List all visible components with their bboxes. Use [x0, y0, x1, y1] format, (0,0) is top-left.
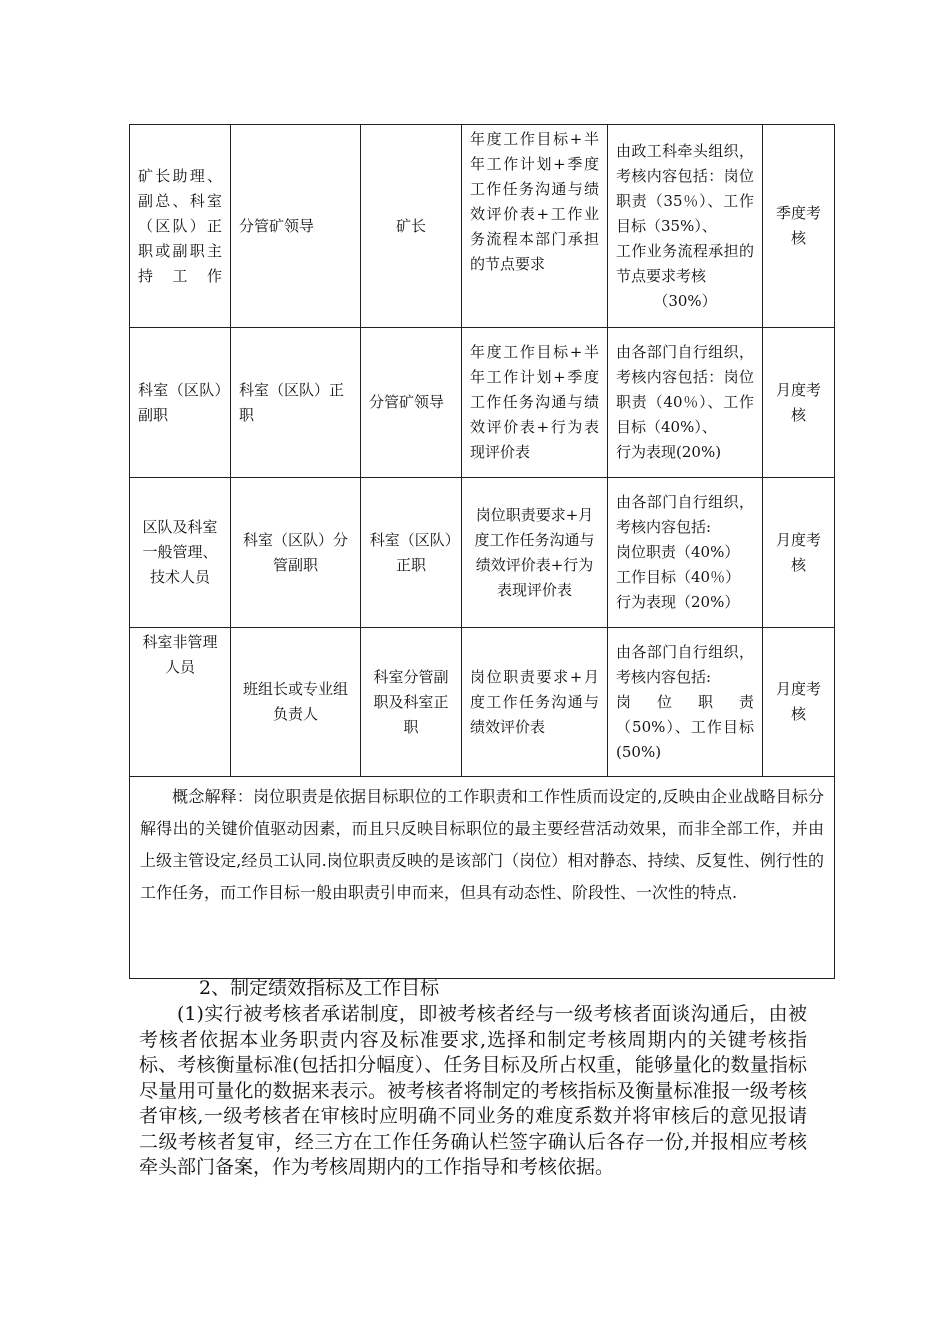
basis-cell: 岗位职责要求+月度工作任务沟通与绩效评价表+行为表现评价表 [462, 478, 608, 628]
table-row [130, 328, 835, 478]
content-line: 岗位职责 [616, 692, 754, 711]
position-cell: 科室非管理人员 [130, 628, 231, 777]
position-cell: 矿长助理、副总、科室（区队）正职或副职主持工作 [130, 125, 231, 328]
first-reviewer-cell: 科室（区队）正职 [231, 328, 361, 478]
cycle-cell: 月度考核 [763, 478, 835, 628]
first-reviewer-cell: 科室（区队）分管副职 [231, 478, 361, 628]
content-line: 由各部门自行组织，考核内容包括: [616, 493, 754, 536]
cycle-cell: 月度考核 [763, 628, 835, 777]
content-line: 由各部门自行组织，考核内容包括：岗位职责（40％）、工作目标（40%）、 [616, 343, 754, 436]
content-line: 行为表现(20%) [616, 443, 722, 461]
section-paragraph-text: (1)实行被考核者承诺制度，即被考核者经与一级考核者面谈沟通后，由被考核者依据本业务职责内容及标准要求,选择和制定考核周期内的关键考核指标、考核衡量标准(包括扣分幅度）、任务目标及所占权重，能够量化的数量指标尽量用可量化的数据来表示。被考核者将制定的考核指标及衡量标准报一级考核者审核,一级考核者在审核时应明确不同业务的难度系数并将审核后的意见报请二级考核者复审，经三方在工作任务确认栏签字确认后各存一份,并报相应考核牵头部门备案，作为考核周期内的工作指导和考核依据。 [139, 1003, 807, 1178]
content-cell [608, 328, 763, 478]
second-reviewer-cell: 科室（区队）正职 [361, 478, 462, 628]
content-line: 工作目标（40％） [616, 568, 741, 586]
second-reviewer-cell: 分管矿领导 [361, 328, 462, 478]
content-cell [608, 478, 763, 628]
assessment-table [129, 124, 835, 979]
note-row [130, 777, 835, 979]
concept-note [130, 777, 835, 979]
content-line: 行为表现（20%） [616, 593, 740, 611]
second-reviewer-cell: 矿长 [361, 125, 462, 328]
concept-note-text: 概念解释：岗位职责是依据目标职位的工作职责和工作性质而设定的,反映由企业战略目标分解得出的关键价值驱动因素，而且只反映目标职位的最主要经营活动效果，而非全部工作，并由上级主管设定,经员工认同.岗位职责反映的是该部门（岗位）相对静态、持续、反复性、例行性的工作任务，而工作目标一般由职责引申而来，但具有动态性、阶段性、一次性的特点. [140, 787, 824, 902]
basis-cell: 年度工作目标+半年工作计划+季度工作任务沟通与绩效评价表+工作业务流程本部门承担的节点要求 [462, 125, 608, 328]
content-line: （50%）、工作目标(50%) [616, 717, 754, 761]
content-line: 工作业务流程承担的节点要求考核 [616, 241, 754, 285]
content-cell [608, 125, 763, 328]
first-reviewer-cell: 分管矿领导 [231, 125, 361, 328]
content-line: 由各部门自行组织，考核内容包括: [616, 642, 754, 686]
content-line: 岗位职责（40%） [616, 543, 740, 561]
first-reviewer-cell: 班组长或专业组负责人 [231, 628, 361, 777]
section-heading: 2、制定绩效指标及工作目标 [199, 977, 440, 999]
content-line: 由政工科牵头组织，考核内容包括：岗位职责（35％）、工作目标（35%）、 [616, 141, 754, 235]
position-cell: 科室（区队）副职 [130, 328, 231, 478]
table-row [130, 628, 835, 777]
position-cell: 区队及科室一般管理、技术人员 [130, 478, 231, 628]
second-reviewer-cell: 科室分管副职及科室正职 [361, 628, 462, 777]
cycle-cell: 月度考核 [763, 328, 835, 478]
table-row [130, 478, 835, 628]
cycle-cell: 季度考核 [763, 125, 835, 328]
section-paragraph [139, 1002, 807, 1181]
content-line: （30%） [653, 291, 717, 310]
basis-cell: 年度工作目标+半年工作计划+季度工作任务沟通与绩效评价表+行为表现评价表 [462, 328, 608, 478]
basis-cell: 岗位职责要求+月度工作任务沟通与绩效评价表 [462, 628, 608, 777]
content-cell [608, 628, 763, 777]
table-row [130, 125, 835, 328]
